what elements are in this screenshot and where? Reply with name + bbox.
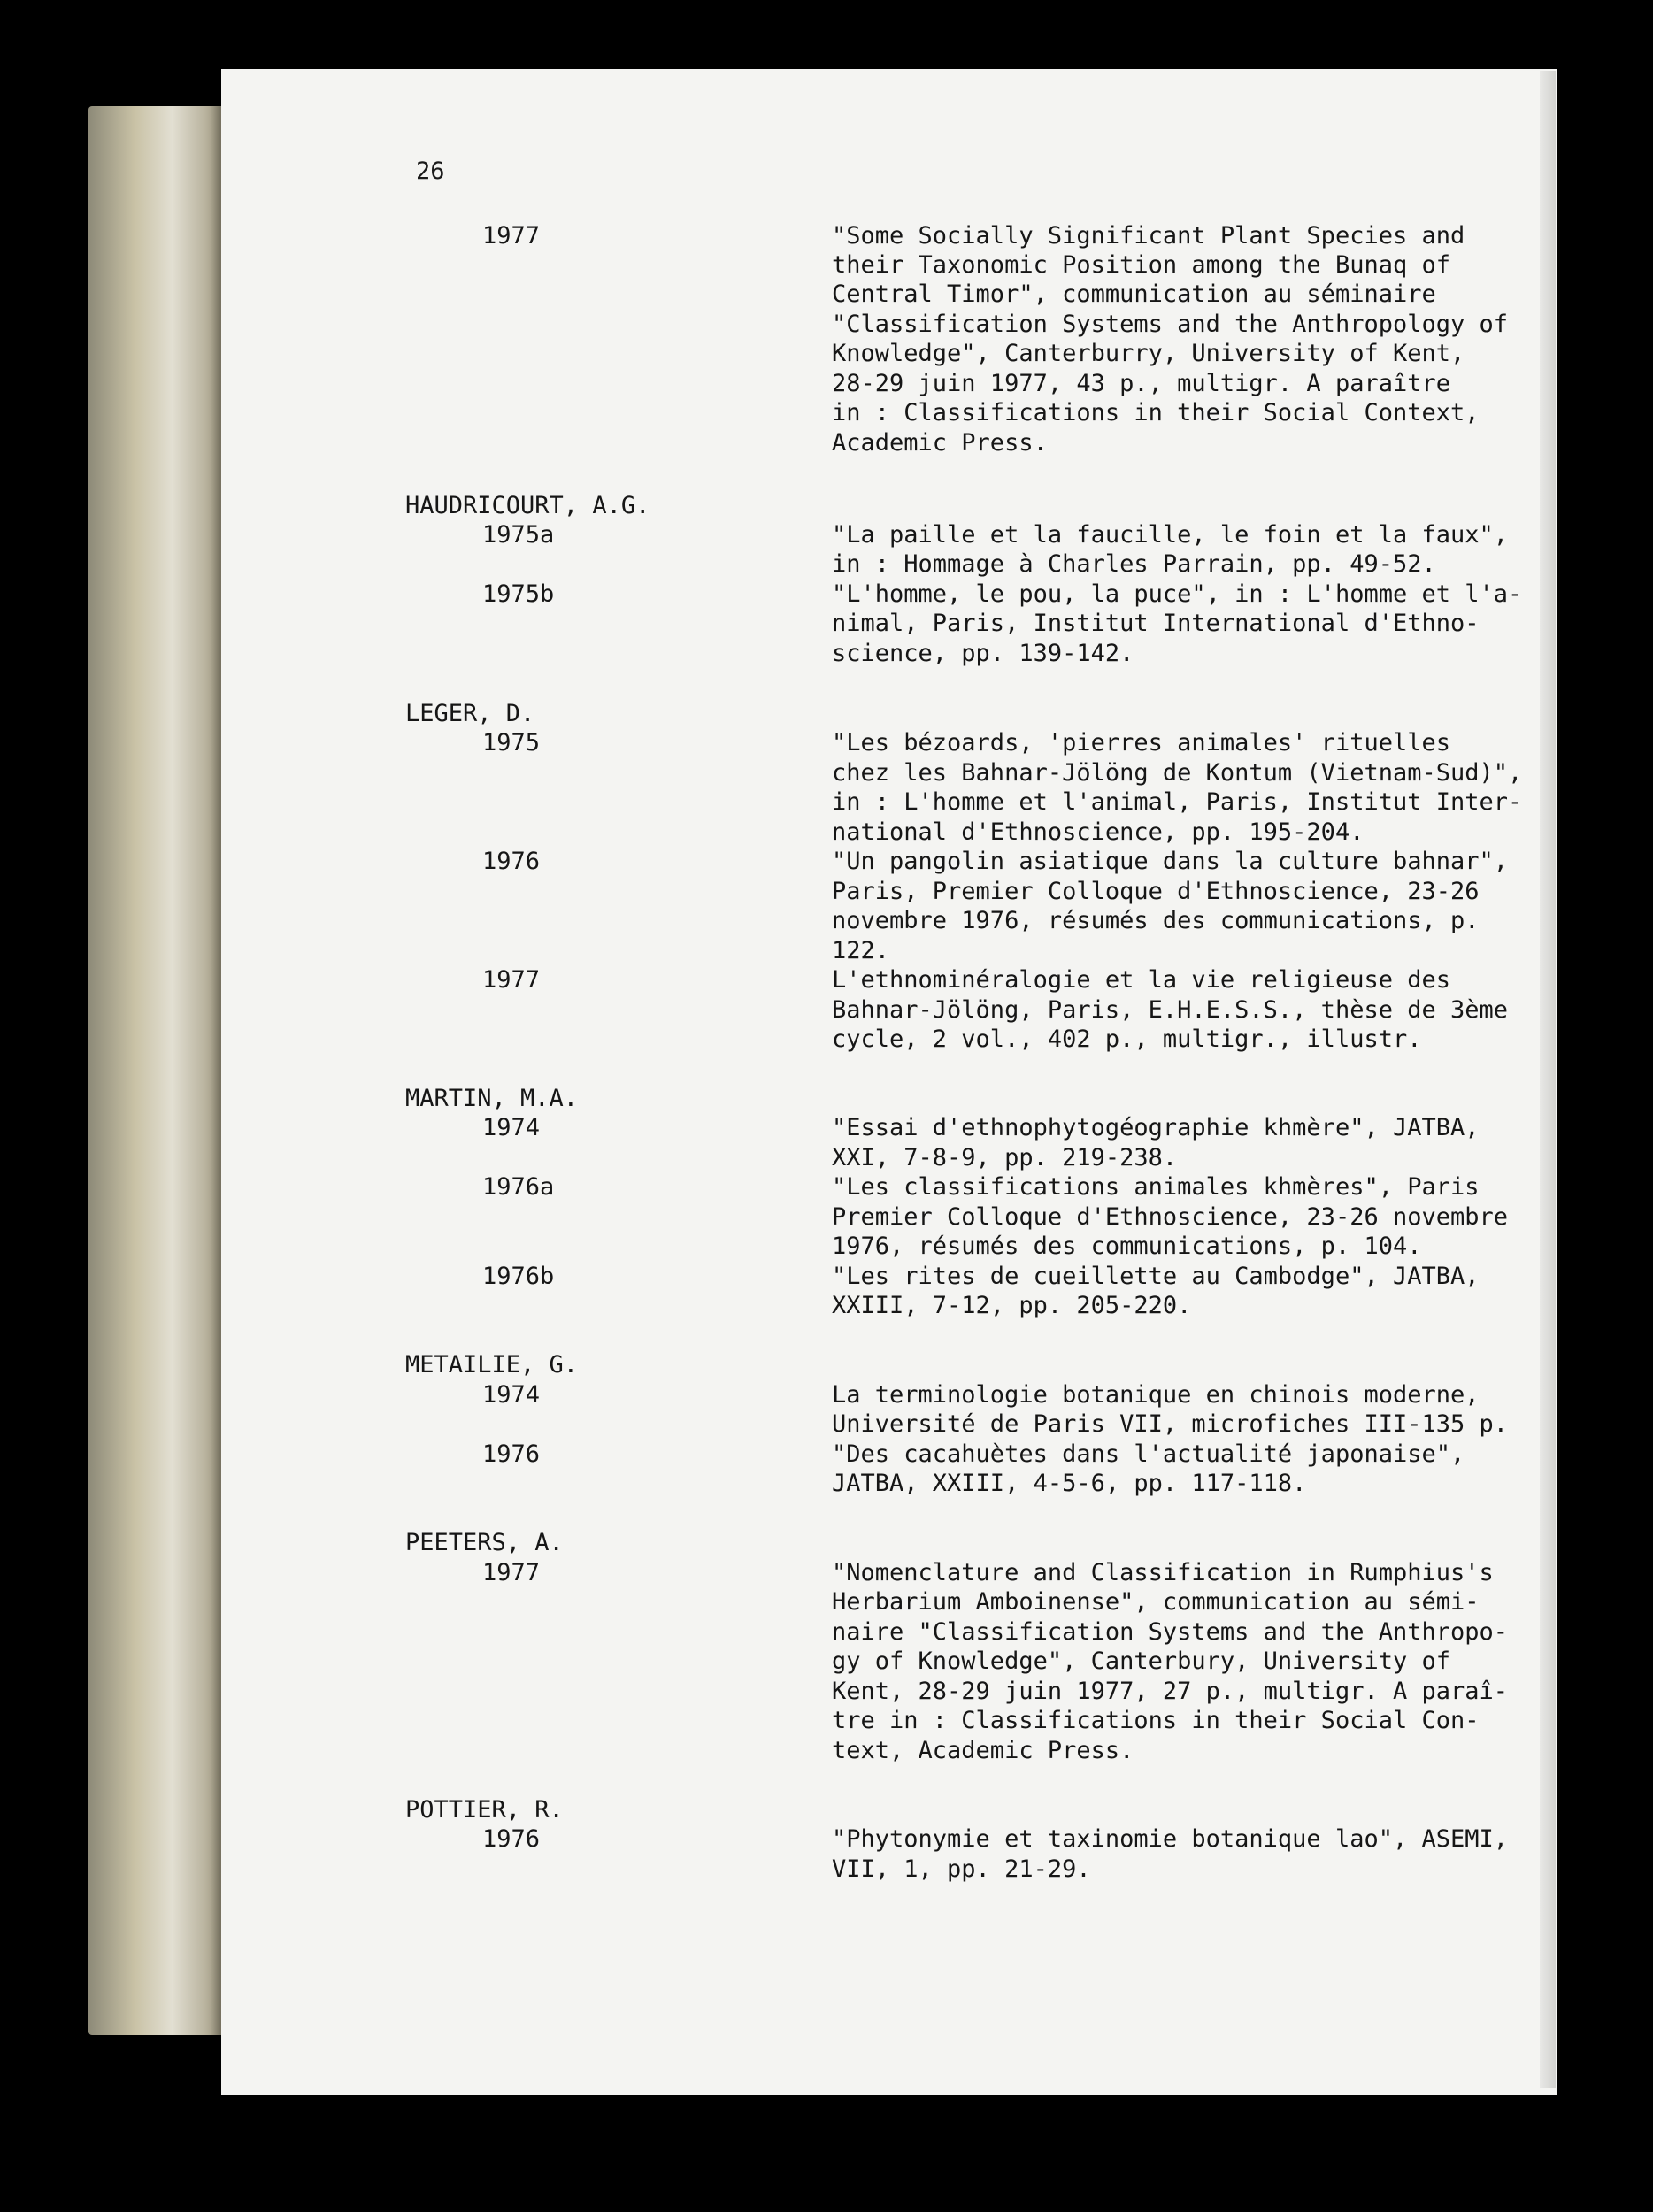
entry-author: LEGER, D. [405, 700, 535, 727]
entry-description: L'ethnominéralogie et la vie religieuse des [832, 966, 1450, 994]
entry-description: text, Academic Press. [832, 1737, 1134, 1764]
entry-description: "La paille et la faucille, le foin et la faux", [832, 521, 1509, 549]
entry-author: PEETERS, A. [405, 1529, 564, 1556]
entry-description: national d'Ethnoscience, pp. 195-204. [832, 818, 1365, 846]
entry-description: Herbarium Amboinense", communication au sémi- [832, 1588, 1480, 1616]
entry-description: cycle, 2 vol., 402 p., multigr., illustr. [832, 1025, 1422, 1053]
entry-description: 28-29 juin 1977, 43 p., multigr. A paraître [832, 370, 1450, 397]
entry-description: gy of Knowledge", Canterbury, University of [832, 1647, 1450, 1675]
entry-description: "Des cacahuètes dans l'actualité japonaise", [832, 1440, 1465, 1468]
entry-description: naire "Classification Systems and the Anthropo- [832, 1618, 1509, 1646]
entry-description: in : L'homme et l'animal, Paris, Institut Inter- [832, 788, 1523, 816]
entry-description: Université de Paris VII, microfiches III-135 p. [832, 1410, 1509, 1438]
entry-description: "Les bézoards, 'pierres animales' rituelles [832, 729, 1450, 757]
entry-description: "Phytonymie et taxinomie botanique lao", ASEMI, [832, 1825, 1509, 1853]
entry-description: chez les Bahnar-Jölöng de Kontum (Vietnam-Sud)", [832, 759, 1523, 787]
entry-description: Bahnar-Jölöng, Paris, E.H.E.S.S., thèse de 3ème [832, 996, 1509, 1024]
entry-description: "Classification Systems and the Anthropology of [832, 311, 1509, 338]
entry-year: 1976a [482, 1173, 555, 1201]
entry-author: MARTIN, M.A. [405, 1085, 579, 1112]
entry-description: science, pp. 139-142. [832, 640, 1134, 667]
entry-description: "Nomenclature and Classification in Rumphius's [832, 1559, 1494, 1586]
entry-year: 1975a [482, 521, 555, 549]
entry-description: "Un pangolin asiatique dans la culture bahnar", [832, 848, 1509, 875]
entry-description: "Some Socially Significant Plant Species and [832, 222, 1465, 250]
entry-description: Knowledge", Canterburry, University of Kent, [832, 340, 1465, 367]
entry-description: Academic Press. [832, 429, 1048, 457]
entry-description: Kent, 28-29 juin 1977, 27 p., multigr. A paraî- [832, 1678, 1509, 1705]
entry-year: 1975 [482, 729, 541, 757]
entry-description: "Les classifications animales khmères", Paris [832, 1173, 1480, 1201]
entry-description: tre in : Classifications in their Social Con- [832, 1707, 1480, 1734]
entry-year: 1976 [482, 848, 541, 875]
entry-year: 1977 [482, 222, 541, 250]
entry-year: 1976b [482, 1263, 555, 1290]
entry-year: 1975b [482, 580, 555, 608]
entry-author: POTTIER, R. [405, 1796, 564, 1824]
entry-description: 122. [832, 937, 890, 964]
entry-description: in : Classifications in their Social Context, [832, 399, 1480, 426]
entry-description: Premier Colloque d'Ethnoscience, 23-26 novembre [832, 1203, 1509, 1231]
entry-description: "L'homme, le pou, la puce", in : L'homme et l'a- [832, 580, 1523, 608]
entry-year: 1977 [482, 966, 541, 994]
entry-description: Paris, Premier Colloque d'Ethnoscience, 23-26 [832, 878, 1480, 905]
entry-description: La terminologie botanique en chinois moderne, [832, 1381, 1480, 1409]
entry-description: Central Timor", communication au séminaire [832, 280, 1436, 308]
entry-author: METAILIE, G. [405, 1351, 579, 1379]
page-number: 26 [416, 157, 445, 185]
entry-description: "Essai d'ethnophytogéographie khmère", JATBA, [832, 1114, 1480, 1141]
entry-description: novembre 1976, résumés des communications, p. [832, 907, 1480, 934]
entry-year: 1974 [482, 1114, 541, 1141]
entry-description: nimal, Paris, Institut International d'Ethno- [832, 610, 1480, 637]
entry-description: 1976, résumés des communications, p. 104. [832, 1233, 1422, 1260]
entry-year: 1976 [482, 1440, 541, 1468]
entry-year: 1977 [482, 1559, 541, 1586]
entry-description: XXIII, 7-12, pp. 205-220. [832, 1292, 1192, 1319]
entry-description: "Les rites de cueillette au Cambodge", JATBA, [832, 1263, 1480, 1290]
entry-author: HAUDRICOURT, A.G. [405, 492, 650, 519]
entry-year: 1976 [482, 1825, 541, 1853]
entry-description: XXI, 7-8-9, pp. 219-238. [832, 1144, 1178, 1171]
entry-year: 1974 [482, 1381, 541, 1409]
entry-description: JATBA, XXIII, 4-5-6, pp. 117-118. [832, 1470, 1307, 1497]
entry-description: VII, 1, pp. 21-29. [832, 1855, 1091, 1883]
entry-description: their Taxonomic Position among the Bunaq of [832, 251, 1450, 279]
entry-description: in : Hommage à Charles Parrain, pp. 49-52. [832, 550, 1436, 578]
